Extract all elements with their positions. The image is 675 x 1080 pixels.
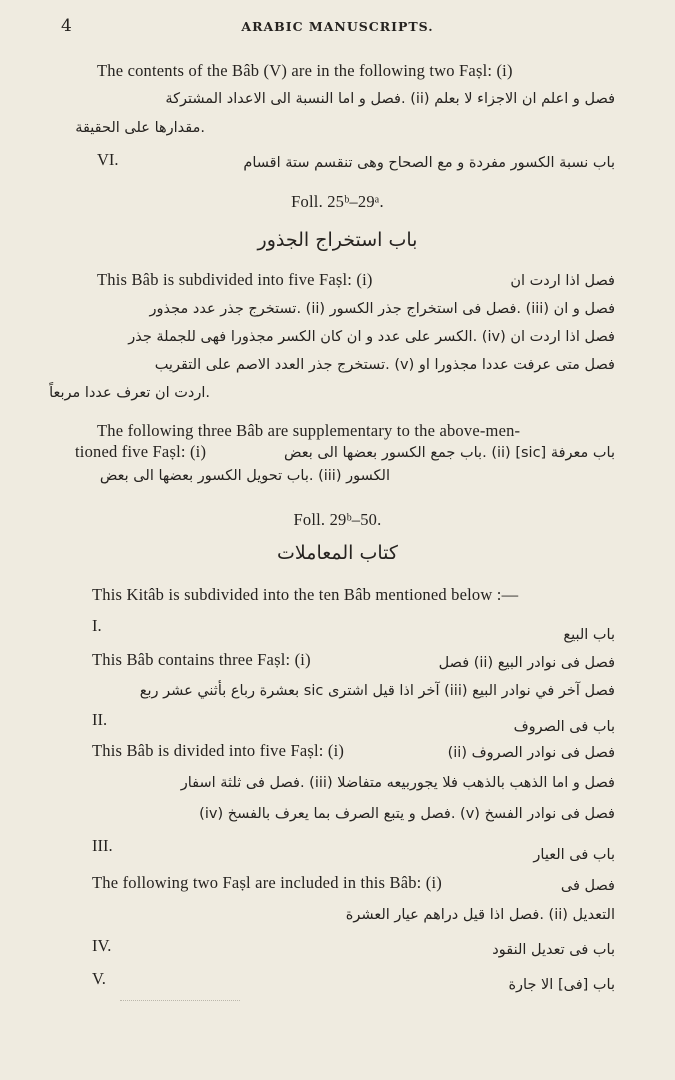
- bab-iii-intro: The following two Faṣl are included in this Bâb: (i): [92, 873, 442, 892]
- bab-ii-arabic-start: فصل فى نوادر الصروف (ii): [447, 745, 615, 761]
- supplementary-arabic-line-2: باب معرفة [sic] (ii) .باب جمع الكسور بعضها الى بعض: [283, 445, 615, 461]
- bab-i-arabic-start: فصل فى نوادر البيع (ii) فصل: [438, 655, 615, 671]
- folio-reference-1: Foll. 25ᵇ–29ᵃ.: [291, 192, 384, 211]
- bab-jadhr-line-4: فصل متى عرفت عددا مجذورا او (v) .تستخرج جذر العدد الاصم على التقريب: [154, 357, 615, 373]
- folio-reference-2: Foll. 29ᵇ–50.: [293, 510, 382, 529]
- section-v-arabic-line-1: فصل و اعلم ان الاجزاء لا بعلم (ii) .فصل و اما النسبة الى الاعداد المشتركة: [165, 91, 615, 107]
- bab-jadhr-line-5: .اردت ان تعرف عددا مربعاً: [49, 385, 210, 401]
- bab-i-line-2: فصل آخر في نوادر البيع (iii) آخر اذا قيل اشترى sic بعشرة رباع بأثني عشر ربع: [139, 683, 615, 699]
- bab-i-numeral: I.: [92, 616, 102, 635]
- bab-iii-arabic-start: فصل فى: [560, 878, 615, 894]
- arabic-heading-2: كتاب المعاملات: [277, 542, 398, 564]
- bab-iii-numeral: III.: [92, 836, 113, 855]
- bab-jadhr-arabic-start: فصل اذا اردت ان: [510, 273, 615, 289]
- bab-v-title: باب [فى] الا جارة: [508, 977, 615, 993]
- section-v-intro-line: The contents of the Bâb (V) are in the following two Faṣl: (i): [97, 61, 513, 80]
- bab-i-intro: This Bâb contains three Faṣl: (i): [92, 650, 311, 669]
- bab-ii-title: باب فى الصروف: [513, 719, 615, 735]
- ink-smudge: [120, 1000, 240, 1003]
- bab-iii-line-2: التعديل (ii) .فصل اذا قيل دراهم عيار العشرة: [345, 907, 615, 923]
- supplementary-line-2: tioned five Faṣl: (i): [75, 442, 207, 461]
- section-v-arabic-line-2: .مقدارها على الحقيقة: [75, 120, 205, 136]
- arabic-heading-1: باب استخراج الجذور: [257, 229, 418, 251]
- bab-iv-numeral: IV.: [92, 936, 112, 955]
- bab-jadhr-line-3: فصل اذا اردت ان (iv) .الكسر على عدد و ان كان الكسر مجذورا فهى للجملة جذر: [128, 329, 615, 345]
- page-number: 4: [61, 16, 72, 36]
- bab-ii-line-3: فصل فى نوادر الفسخ (v) .فصل و يتبع الصرف بما يعرف بالفسخ (iv): [199, 806, 615, 822]
- bab-iv-title: باب فى تعديل النقود: [492, 942, 615, 958]
- section-vi-arabic: باب نسبة الكسور مفردة و مع الصحاح وهى تنقسم ستة اقسام: [243, 155, 615, 171]
- bab-iii-title: باب فى العيار: [533, 847, 615, 863]
- supplementary-arabic-line-3: الكسور (iii) .باب تحويل الكسور بعضها الى بعض: [99, 468, 390, 484]
- kitab-intro-line: This Kitâb is subdivided into the ten Bâb mentioned below :—: [92, 585, 519, 604]
- bab-ii-intro: This Bâb is divided into five Faṣl: (i): [92, 741, 345, 760]
- section-vi-numeral: VI.: [97, 150, 119, 169]
- bab-i-title: باب البيع: [563, 627, 615, 643]
- bab-v-numeral: V.: [92, 969, 106, 988]
- bab-ii-line-2: فصل و اما الذهب بالذهب فلا يجوربيعه متفاضلا (iii) .فصل فى ثلثة اسفار: [180, 775, 615, 791]
- bab-jadhr-line-2: فصل و ان (iii) .فصل فى استخراج جذر الكسور (ii) .تستخرج جذر عدد مجذور: [149, 301, 615, 317]
- bab-ii-numeral: II.: [92, 710, 108, 729]
- supplementary-line-1: The following three Bâb are supplementary to the above-men-: [97, 421, 521, 440]
- bab-jadhr-intro: This Bâb is subdivided into five Faṣl: (i): [97, 270, 373, 289]
- running-title: ARABIC MANUSCRIPTS.: [241, 19, 434, 34]
